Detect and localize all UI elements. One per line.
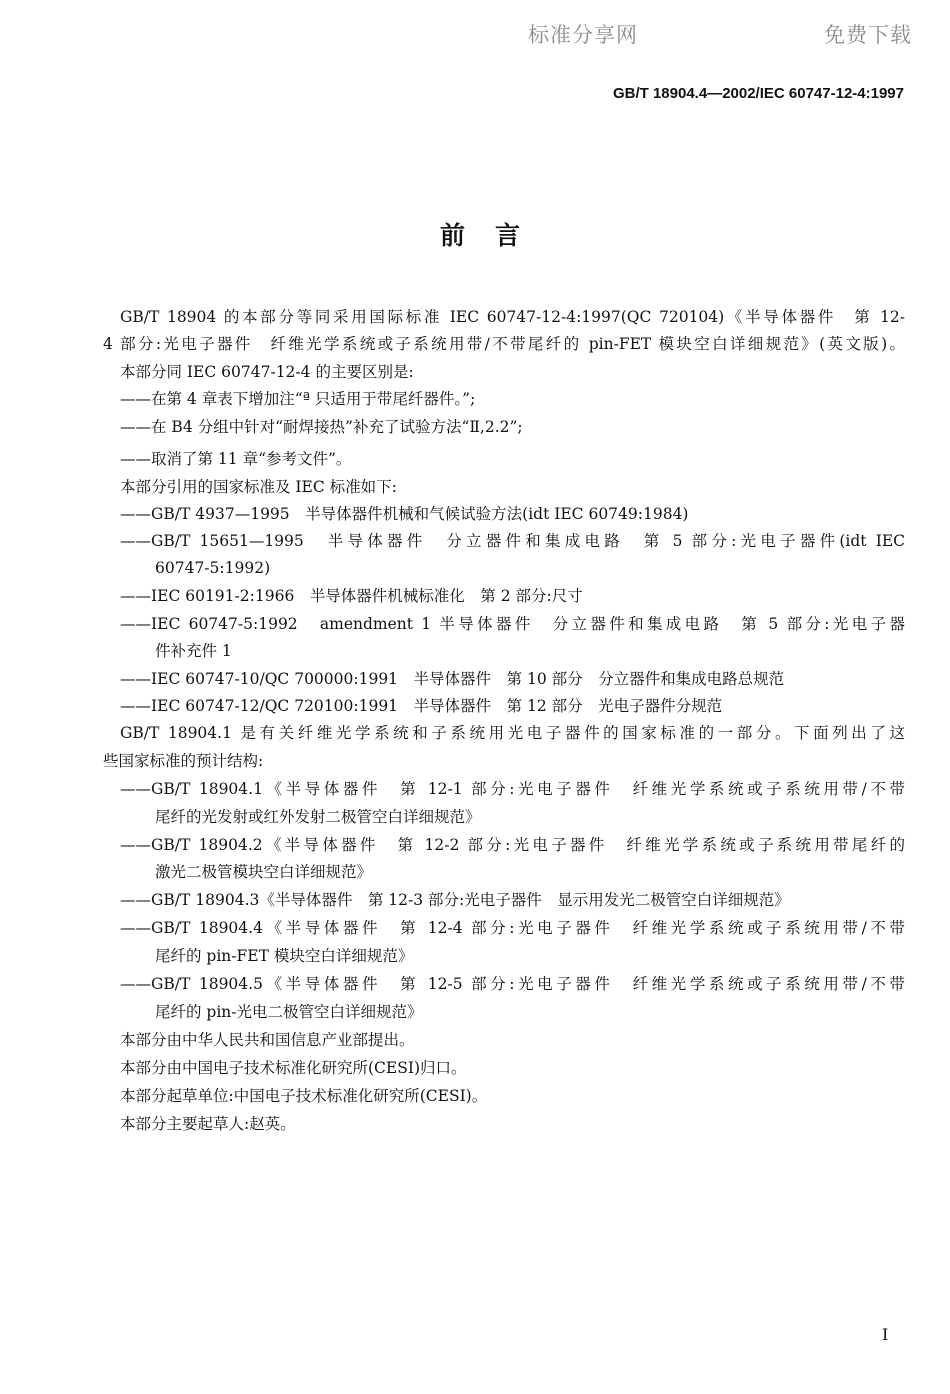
list-item: ——GB/T 18904.2《半导体器件 第 12-2 部分:光电子器件 纤维光学系统或子系统用带尾纤的 — [120, 836, 905, 854]
document-code: GB/T 18904.4—2002/IEC 60747-12-4:1997 — [612, 85, 904, 102]
list-item: ——GB/T 18904.1《半导体器件 第 12-1 部分:光电子器件 纤维光学系统或子系统用带/不带 — [120, 780, 905, 798]
list-item: ——IEC 60191-2:1966 半导体器件机械标准化 第 2 部分:尺寸 — [120, 587, 583, 605]
list-item-continuation: 60747-5:1992) — [155, 559, 271, 577]
list-item: ——GB/T 15651—1995 半导体器件 分立器件和集成电路 第 5 部分:光电子器件(idt IEC — [120, 532, 905, 550]
list-item-continuation: 激光二极管模块空白详细规范》 — [155, 863, 373, 881]
list-item: ——IEC 60747-12/QC 720100:1991 半导体器件 第 12 部分 光电子器件分规范 — [120, 697, 723, 715]
list-item-continuation: 尾纤的光发射或红外发射二极管空白详细规范》 — [155, 808, 481, 826]
paragraph-line: 本部分由中国电子技术标准化研究所(CESI)归口。 — [120, 1059, 467, 1077]
paragraph-line: 本部分同 IEC 60747-12-4 的主要区别是: — [120, 363, 414, 381]
list-item: ——GB/T 4937—1995 半导体器件机械和气候试验方法(idt IEC 60749:1984) — [120, 505, 689, 523]
paragraph-line: GB/T 18904.1 是有关纤维光学系统和子系统用光电子器件的国家标准的一部分。下面列出了这 — [120, 724, 905, 742]
watermark-right: 免费下载 — [824, 23, 912, 47]
list-item-continuation: 尾纤的 pin-光电二极管空白详细规范》 — [155, 1003, 423, 1021]
paragraph-line: GB/T 18904 的本部分等同采用国际标准 IEC 60747-12-4:1997(QC 720104)《半导体器件 第 12- — [120, 308, 905, 326]
list-item: ——GB/T 18904.4《半导体器件 第 12-4 部分:光电子器件 纤维光学系统或子系统用带/不带 — [120, 919, 905, 937]
page-number: I — [882, 1325, 889, 1344]
paragraph-line: 些国家标准的预计结构: — [103, 752, 264, 770]
paragraph-line: 本部分由中华人民共和国信息产业部提出。 — [120, 1031, 415, 1049]
paragraph-line: 本部分起草单位:中国电子技术标准化研究所(CESI)。 — [120, 1087, 488, 1105]
paragraph-line: 4 部分:光电子器件 纤维光学系统或子系统用带/不带尾纤的 pin-FET 模块空白详细规范》(英文版)。 — [103, 335, 905, 353]
paragraph-line: 本部分主要起草人:赵英。 — [120, 1115, 296, 1133]
list-item: ——GB/T 18904.5《半导体器件 第 12-5 部分:光电子器件 纤维光学系统或子系统用带/不带 — [120, 975, 905, 993]
paragraph-line: 本部分引用的国家标准及 IEC 标准如下: — [120, 478, 397, 496]
list-item: ——在 B4 分组中针对“耐焊接热”补充了试验方法“Ⅱ,2.2”; — [120, 418, 523, 436]
list-item: ——IEC 60747-5:1992 amendment 1 半导体器件 分立器件和集成电路 第 5 部分:光电子器 — [120, 615, 905, 633]
page-title: 前言 — [439, 221, 550, 250]
list-item: ——IEC 60747-10/QC 700000:1991 半导体器件 第 10 部分 分立器件和集成电路总规范 — [120, 670, 785, 688]
watermark-left: 标准分享网 — [528, 23, 638, 47]
list-item: ——在第 4 章表下增加注“ª 只适用于带尾纤器件。”; — [120, 390, 476, 408]
list-item: ——取消了第 11 章“参考文件”。 — [120, 450, 352, 468]
list-item: ——GB/T 18904.3《半导体器件 第 12-3 部分:光电子器件 显示用发光二极管空白详细规范》 — [120, 891, 790, 909]
list-item-continuation: 件补充件 1 — [155, 642, 232, 660]
list-item-continuation: 尾纤的 pin-FET 模块空白详细规范》 — [155, 947, 414, 965]
